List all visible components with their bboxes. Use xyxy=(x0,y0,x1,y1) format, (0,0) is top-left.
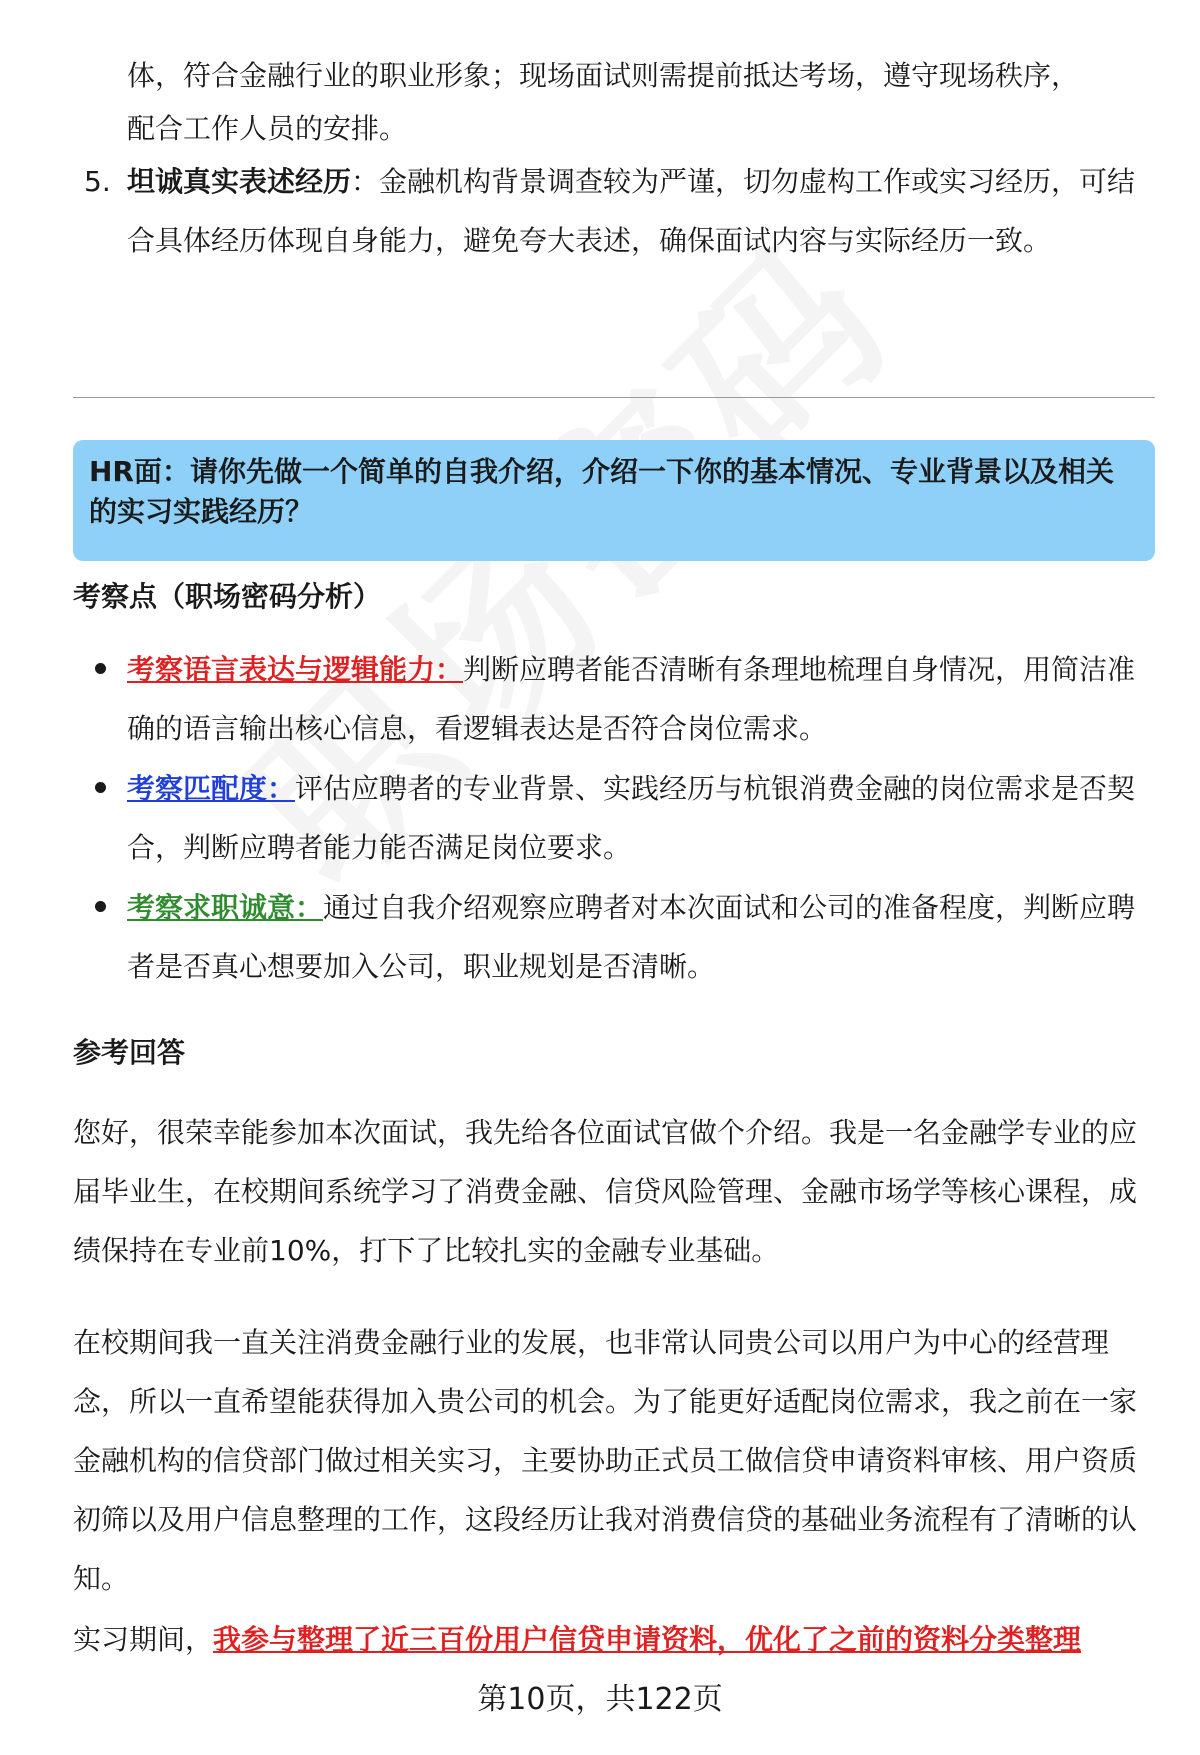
answer-heading: 参考回答 xyxy=(73,1036,186,1069)
list-number: 5. xyxy=(84,165,111,198)
bullet-dot xyxy=(95,901,106,912)
question-box xyxy=(73,440,1155,561)
continuation-line-2: 配合工作人员的安排。 xyxy=(127,112,408,145)
analysis-label-language: 考察语言表达与逻辑能力： xyxy=(127,653,464,686)
answer-paragraph-3-prefix: 实习期间， xyxy=(73,1623,214,1656)
question-text: HR面：请你先做一个简单的自我介绍，介绍一下你的基本情况、专业背景以及相关的实习实践经历？ xyxy=(89,455,1114,528)
analysis-text-match: 评估应聘者的专业背景、实践经历与杭银消费金融的岗位需求是否契合，判断应聘者能力能否满足岗位要求。 xyxy=(127,772,1136,864)
answer-paragraph-1: 您好，很荣幸能参加本次面试，我先给各位面试官做个介绍。我是一名金融学专业的应届毕业生，在校期间系统学习了消费金融、信贷风险管理、金融市场学等核心课程，成绩保持在专业前10%，打下了比较扎实的金融专业基础。 xyxy=(73,1116,1138,1267)
analysis-item-sincerity xyxy=(127,878,1145,996)
answer-paragraph-2: 在校期间我一直关注消费金融行业的发展，也非常认同贵公司以用户为中心的经营理念，所以一直希望能获得加入贵公司的机会。为了能更好适配岗位需求，我之前在一家金融机构的信贷部门做过相关实习，主要协助正式员工做信贷申请资料审核、用户资质初筛以及用户信息整理的工作，这段经历让我对消费信贷的基础业务流程有了清晰的认知。 xyxy=(73,1326,1138,1595)
analysis-item-match xyxy=(127,759,1145,877)
list-item-text: ：金融机构背景调查较为严谨，切勿虚构工作或实习经历，可结合具体经历体现自身能力，避免夸大表述，确保面试内容与实际经历一致。 xyxy=(127,165,1136,257)
answer-highlight: 我参与整理了近三百份用户信贷申请资料，优化了之前的资料分类整理 xyxy=(213,1623,1082,1656)
analysis-label-match: 考察匹配度： xyxy=(127,772,296,805)
page-footer: 第10页，共122页 xyxy=(477,1682,723,1717)
bullet-dot xyxy=(95,663,106,674)
analysis-label-sincerity: 考察求职诚意： xyxy=(127,891,324,924)
list-item-5 xyxy=(127,152,1145,270)
answer-paragraph-3 xyxy=(73,1610,1145,1669)
bullet-dot xyxy=(95,782,106,793)
analysis-heading: 考察点（职场密码分析） xyxy=(73,580,382,613)
analysis-item-language xyxy=(127,640,1145,758)
list-item-title: 坦诚真实表述经历 xyxy=(127,165,352,198)
analysis-text-language: 判断应聘者能否清晰有条理地梳理自身情况，用简洁准确的语言输出核心信息，看逻辑表达是否符合岗位需求。 xyxy=(127,653,1136,745)
analysis-text-sincerity: 通过自我介绍观察应聘者对本次面试和公司的准备程度，判断应聘者是否真心想要加入公司，职业规划是否清晰。 xyxy=(127,891,1136,983)
continuation-line-1: 体，符合金融行业的职业形象；现场面试则需提前抵达考场，遵守现场秩序， xyxy=(127,59,1080,92)
section-divider xyxy=(73,397,1155,398)
